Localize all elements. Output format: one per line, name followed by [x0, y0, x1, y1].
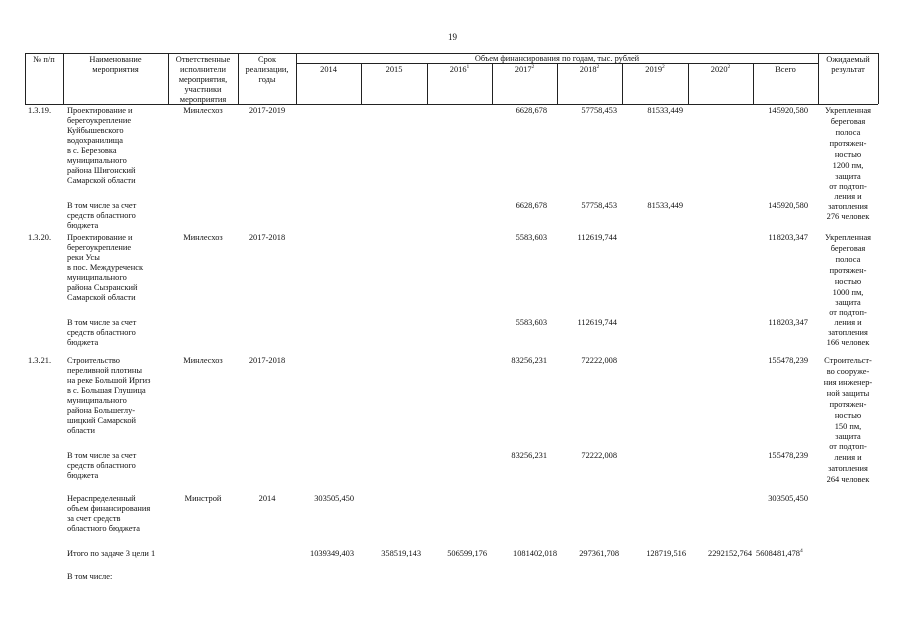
- sub-value-total: 145920,580: [768, 201, 808, 210]
- result-line: затопления: [828, 328, 868, 337]
- row-name-line: берегоукрепление: [67, 243, 132, 252]
- total-label: Итого по задаче 3 цели 1: [67, 549, 156, 558]
- row-name-line: в пос. Междуреченск: [67, 263, 144, 272]
- row-name-line: переливной плотины: [67, 366, 142, 375]
- row-number: 1.3.19.: [28, 106, 52, 115]
- row-responsible: Минлесхоз: [183, 233, 223, 242]
- value-2018: 72222,008: [581, 356, 617, 365]
- total-2017: 1081402,018: [513, 549, 557, 558]
- result-line: ностью: [834, 150, 862, 159]
- header-term-1: Срок: [257, 55, 277, 64]
- header-year-total: Всего: [775, 65, 796, 74]
- row-responsible: Минлесхоз: [183, 106, 223, 115]
- result-line: ления и: [834, 318, 862, 327]
- footer-label: В том числе:: [67, 572, 113, 581]
- result-line: ния инженер-: [823, 378, 873, 387]
- sub-value-2018: 72222,008: [581, 451, 617, 460]
- row-responsible: Минстрой: [184, 494, 222, 503]
- result-line: ной защиты: [826, 389, 870, 398]
- result-line: ностью: [834, 277, 862, 286]
- header-year-2015: 2015: [385, 65, 403, 74]
- header-funding: Объем финансирования по годам, тыс. рублей: [474, 54, 640, 63]
- value-2018: 57758,453: [581, 106, 617, 115]
- total-all: 5608481,478$^4$: [756, 548, 803, 558]
- sub-value-2017: 6628,678: [515, 201, 547, 210]
- result-line: ностью: [834, 411, 862, 420]
- sub-name-line: бюджета: [67, 471, 99, 480]
- value-2019: 81533,449: [647, 106, 683, 115]
- row-name-line: района Шигонский: [67, 166, 136, 175]
- result-line: ления и: [834, 192, 862, 201]
- sub-name-line: средств областного: [67, 211, 136, 220]
- total-2014: 1039349,403: [310, 549, 354, 558]
- result-line: затопления: [828, 202, 868, 211]
- header-year-2014: 2014: [320, 65, 337, 74]
- row-name-line: Куйбышевского: [67, 126, 124, 135]
- sub-name-line: средств областного: [67, 328, 136, 337]
- col-border: [878, 53, 879, 104]
- result-line: защита: [835, 298, 861, 307]
- row-name-line: Самарской области: [67, 176, 136, 185]
- row-name-line: Строительство: [67, 356, 120, 365]
- result-line: защита: [835, 432, 861, 441]
- row-term: 2017-2018: [248, 233, 286, 242]
- sub-value-total: 155478,239: [768, 451, 808, 460]
- result-line: Строительст-: [824, 356, 872, 365]
- header-resp-4: участники: [184, 85, 222, 94]
- row-name-line: берегоукрепление: [67, 116, 132, 125]
- row-responsible: Минлесхоз: [183, 356, 223, 365]
- row-name-line: на реке Большой Иргиз: [67, 376, 151, 385]
- result-line: 150 пм,: [834, 422, 862, 431]
- header-result-1: Ожидаемый: [826, 55, 870, 64]
- header-bottom-border: [25, 104, 878, 105]
- header-year-2018: 2018$^2$: [579, 64, 600, 74]
- value-total: 145920,580: [768, 106, 808, 115]
- header-resp-5: мероприятия: [179, 95, 227, 104]
- header-name-2: мероприятия: [92, 65, 139, 74]
- total-2019: 128719,516: [646, 549, 686, 558]
- row-number: 1.3.20.: [28, 233, 52, 242]
- result-line: затопления: [828, 464, 868, 473]
- sub-name-line: В том числе за счет: [67, 201, 137, 210]
- header-num: № п/п: [33, 55, 55, 64]
- row-name-line: в с. Большая Глушица: [67, 386, 146, 395]
- row-name-line: за счет средств: [67, 514, 121, 523]
- sub-name-line: В том числе за счет: [67, 318, 137, 327]
- value-total: 118203,347: [768, 233, 808, 242]
- result-line: полоса: [835, 255, 861, 264]
- result-line: 1000 пм,: [832, 288, 864, 297]
- row-term: 2017-2018: [248, 356, 286, 365]
- value-2017: 83256,231: [511, 356, 547, 365]
- row-name-line: Проектирование и: [67, 233, 133, 242]
- sub-value-2017: 83256,231: [511, 451, 547, 460]
- sub-name-line: бюджета: [67, 338, 99, 347]
- sub-value-2017: 5583,603: [515, 318, 547, 327]
- result-line: 264 человек: [826, 475, 870, 484]
- header-year-2019: 2019$^2$: [645, 64, 665, 74]
- row-name-line: муниципального: [67, 396, 127, 405]
- row-name-line: в с. Березовка: [67, 146, 117, 155]
- value-2014: 303505,450: [314, 494, 354, 503]
- sub-value-2018: 112619,744: [577, 318, 617, 327]
- result-line: протяжен-: [829, 400, 867, 409]
- total-2018: 297361,708: [579, 549, 619, 558]
- row-name-line: муниципального: [67, 273, 127, 282]
- row-term: 2014: [258, 494, 276, 503]
- row-name-line: района Большеглу-: [67, 406, 136, 415]
- row-term: 2017-2019: [248, 106, 286, 115]
- header-resp-3: мероприятия,: [178, 75, 228, 84]
- result-line: Укрепленная: [824, 106, 872, 115]
- result-line: 1200 пм,: [832, 161, 864, 170]
- result-line: полоса: [835, 128, 861, 137]
- sub-name-line: бюджета: [67, 221, 99, 230]
- row-name-line: шицкий Самарской: [67, 416, 137, 425]
- value-2018: 112619,744: [577, 233, 617, 242]
- result-line: протяжен-: [829, 266, 867, 275]
- result-line: 276 человек: [826, 212, 870, 221]
- header-year-2017: 2017$^2$: [514, 64, 535, 74]
- value-2017: 5583,603: [515, 233, 547, 242]
- result-line: Укрепленная: [824, 233, 872, 242]
- value-total: 303505,450: [768, 494, 808, 503]
- header-term-3: годы: [258, 75, 276, 84]
- result-line: 166 человек: [826, 338, 870, 347]
- sub-value-total: 118203,347: [768, 318, 808, 327]
- total-2020: 2292152,764: [708, 549, 752, 558]
- header-resp-2: исполнители: [180, 65, 226, 74]
- header-year-2020: 2020$^2$: [710, 64, 731, 74]
- row-name-line: района Сызранский: [67, 283, 138, 292]
- sub-value-2019: 81533,449: [647, 201, 683, 210]
- row-name-line: Нераспределенный: [67, 494, 136, 503]
- result-line: береговая: [830, 117, 866, 126]
- total-2015: 358519,143: [381, 549, 421, 558]
- header-term-2: реализации,: [245, 65, 289, 74]
- row-name-line: Проектирование и: [67, 106, 133, 115]
- row-name-line: Самарской области: [67, 293, 136, 302]
- result-line: ления и: [834, 453, 862, 462]
- sub-name-line: В том числе за счет: [67, 451, 137, 460]
- result-line: во сооруже-: [826, 367, 870, 376]
- header-result-2: результат: [831, 65, 865, 74]
- row-name-line: водохранилища: [67, 136, 123, 145]
- row-name-line: муниципального: [67, 156, 127, 165]
- sub-name-line: средств областного: [67, 461, 136, 470]
- result-line: протяжен-: [829, 139, 867, 148]
- page-number: 19: [448, 32, 457, 42]
- header-resp-1: Ответственные: [175, 55, 231, 64]
- result-line: защита: [835, 172, 861, 181]
- value-2017: 6628,678: [515, 106, 547, 115]
- row-name-line: объем финансирования: [67, 504, 151, 513]
- total-2016: 506599,176: [447, 549, 487, 558]
- result-line: береговая: [830, 244, 866, 253]
- value-total: 155478,239: [768, 356, 808, 365]
- header-year-2016: 2016$^1$: [449, 64, 470, 74]
- row-name-line: областного бюджета: [67, 524, 140, 533]
- row-name-line: области: [67, 426, 95, 435]
- result-line: от подтоп-: [829, 442, 867, 451]
- row-name-line: реки Усы: [67, 253, 100, 262]
- result-line: от подтоп-: [829, 182, 867, 191]
- row-number: 1.3.21.: [28, 356, 52, 365]
- sub-value-2018: 57758,453: [581, 201, 617, 210]
- header-name-1: Наименование: [89, 55, 142, 64]
- result-line: от подтоп-: [829, 308, 867, 317]
